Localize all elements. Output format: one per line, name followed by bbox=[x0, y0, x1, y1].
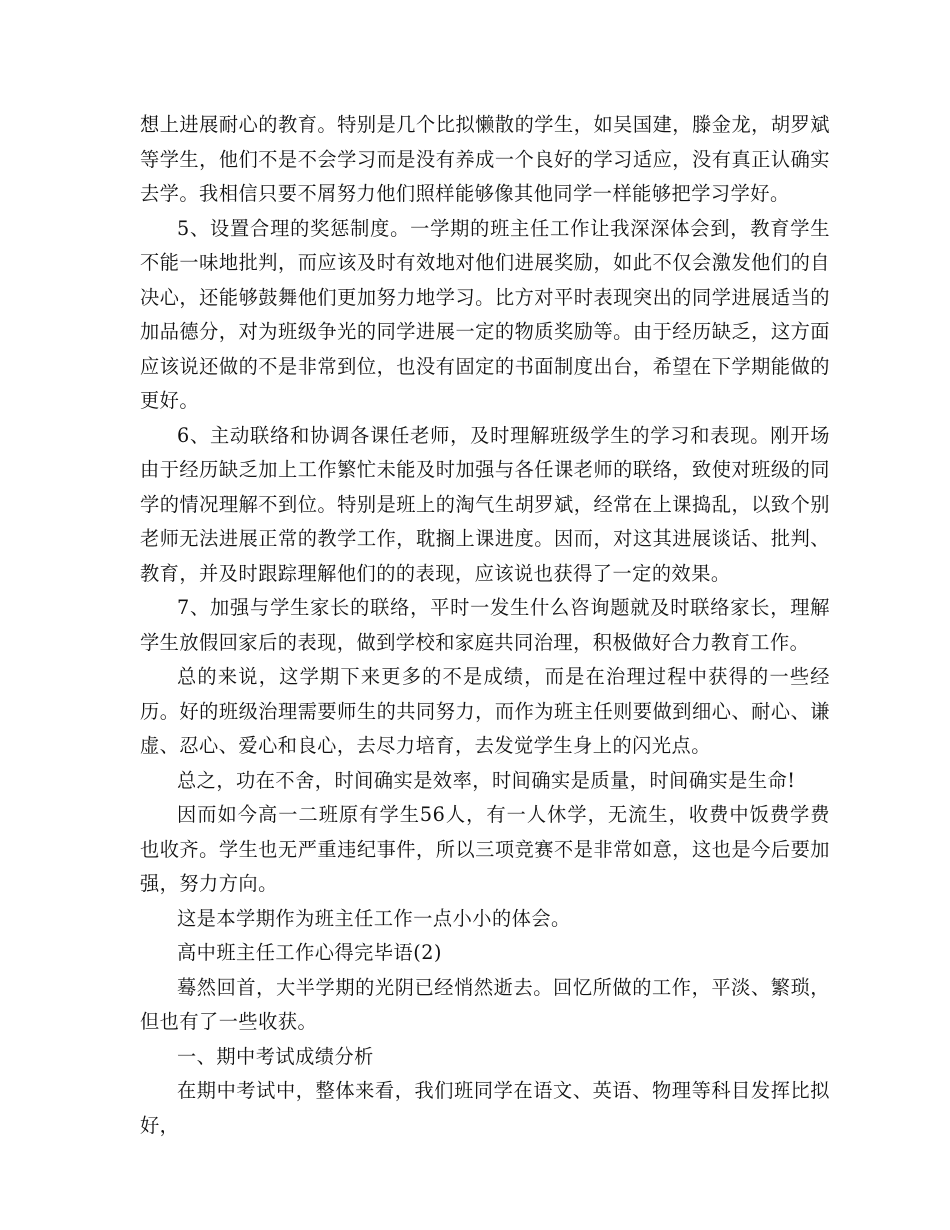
paragraph-6: 总之，功在不舍，时间确实是效率，时间确实是质量，时间确实是生命! bbox=[177, 768, 796, 792]
paragraph-3: 6、主动联络和协调各课任老师，及时理解班级学生的学习和表现。刚开场由于经历缺乏加上工作繁忙未能及时加强与各任课老师的联络，致使对班级的同学的情况理解不到位。特别是班上的淘气生胡罗斌，经常在上课捣乱，以致个别老师无法进展正常的教学工作，耽搁上课进度。因而，对这其进展谈话、批判、教育，并及时跟踪理解他们的的表现，应该说也获得了一定的效果。 bbox=[140, 423, 830, 585]
paragraph-8: 这是本学期作为班主任工作一点小小的体会。 bbox=[177, 906, 571, 930]
paragraph-9: 蓦然回首，大半学期的光阴已经悄然逝去。回忆所做的工作，平淡、繁琐，但也有了一些收获。 bbox=[140, 975, 830, 1033]
paragraph-1: 想上进展耐心的教育。特别是几个比拟懒散的学生，如吴国建，滕金龙，胡罗斌等学生，他们不是不会学习而是没有养成一个良好的学习适应，没有真正认确实去学。我相信只要不屑努力他们照样能够像其他同学一样能够把学习学好。 bbox=[140, 113, 830, 205]
paragraph-10: 在期中考试中，整体来看，我们班同学在语文、英语、物理等科目发挥比拟好， bbox=[140, 1079, 830, 1137]
document-page bbox=[140, 108, 830, 1143]
paragraph-2: 5、设置合理的奖惩制度。一学期的班主任工作让我深深体会到，教育学生不能一味地批判，而应该及时有效地对他们进展奖励，如此不仅会激发他们的自决心，还能够鼓舞他们更加努力地学习。比方对平时表现突出的同学进展适当的加品德分，对为班级争光的同学进展一定的物质奖励等。由于经历缺乏，这方面应该说还做的不是非常到位，也没有固定的书面制度出台，希望在下学期能做的更好。 bbox=[140, 216, 830, 412]
section-heading-2: 高中班主任工作心得完毕语(2) bbox=[177, 941, 442, 964]
subsection-heading-1: 一、期中考试成绩分析 bbox=[177, 1044, 374, 1068]
paragraph-7: 因而如今高一二班原有学生56人，有一人休学，无流生，收费中饭费学费也收齐。学生也无严重违纪事件，所以三项竞赛不是非常如意，这也是今后要加强，努力方向。 bbox=[140, 803, 830, 895]
paragraph-4: 7、加强与学生家长的联络，平时一发生什么咨询题就及时联络家长，理解学生放假回家后的表现，做到学校和家庭共同治理，积极做好合力教育工作。 bbox=[140, 596, 830, 654]
paragraph-5: 总的来说，这学期下来更多的不是成绩，而是在治理过程中获得的一些经历。好的班级治理需要师生的共同努力，而作为班主任则要做到细心、耐心、谦虚、忍心、爱心和良心，去尽力培育，去发觉学生身上的闪光点。 bbox=[140, 665, 830, 757]
